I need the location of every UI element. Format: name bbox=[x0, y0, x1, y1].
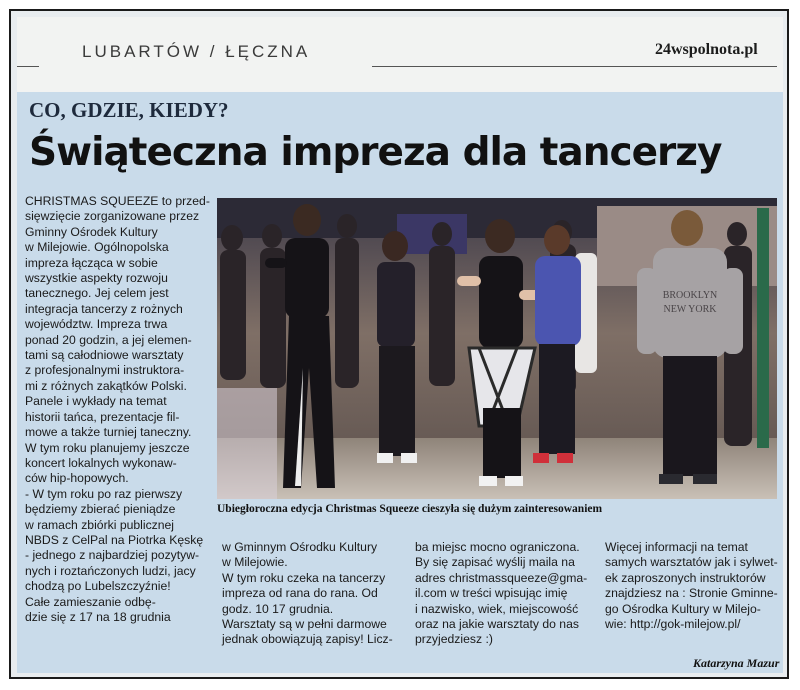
text-line: CHRISTMAS SQUEEZE to przed- bbox=[25, 194, 210, 208]
text-line: integracja tancerzy z rożnych bbox=[25, 301, 183, 316]
text-line: ba miejsc mocno ograniczona. bbox=[415, 540, 580, 554]
text-line: ek zaproszonych instruktorów bbox=[605, 570, 766, 585]
text-line: Warsztaty są w pełni darmowe bbox=[222, 617, 387, 632]
dancers-photo bbox=[217, 198, 777, 499]
text-line: - W tym roku po raz pierwszy bbox=[25, 486, 183, 501]
page-header bbox=[17, 17, 783, 92]
text-line: tanecznego. Jej celem jest bbox=[25, 286, 169, 301]
text-line: Więcej informacji na temat bbox=[605, 540, 748, 554]
text-line: ców hip-hopowych. bbox=[25, 471, 129, 486]
text-line: sięwzięcie zorganizowane przez bbox=[25, 209, 200, 224]
text-line: Panele i wykłady na temat bbox=[25, 394, 167, 409]
article-author: Katarzyna Mazur bbox=[693, 656, 780, 670]
text-line: tami są całodniowe warsztaty bbox=[25, 348, 184, 363]
text-line: będziemy zbierać pieniądze bbox=[25, 502, 176, 517]
text-line: W tym roku czeka na tancerzy bbox=[222, 570, 386, 585]
photo-caption: Ubiegłoroczna edycja Christmas Squeeze cieszyła się dużym zainteresowaniem bbox=[217, 503, 603, 515]
article-column-3 bbox=[415, 540, 595, 648]
section-label: LUBARTÓW / ŁĘCZNA bbox=[82, 42, 311, 61]
site-name: 24wspolnota.pl bbox=[655, 41, 758, 58]
text-line: przyjedziesz :) bbox=[415, 632, 493, 647]
article-column-2 bbox=[222, 540, 402, 648]
text-line: mi z różnych zakątków Polski. bbox=[25, 378, 187, 393]
text-line: NBDS z CelPal na Piotrka Kęskę bbox=[25, 532, 204, 547]
text-line: impreza łącząca w sobie bbox=[25, 255, 158, 270]
text-line: go Ośrodka Kultury w Milejo- bbox=[605, 601, 761, 616]
text-line: i nazwisko, wiek, miejscowość bbox=[415, 601, 579, 616]
text-line: impreza od rana do rana. Od bbox=[222, 586, 378, 601]
svg-text:NEW YORK: NEW YORK bbox=[663, 304, 717, 315]
text-line: ponad 20 godzin, a jej elemen- bbox=[25, 332, 192, 347]
svg-text:BROOKLYN: BROOKLYN bbox=[662, 290, 718, 301]
text-line: województw. Impreza trwa bbox=[25, 317, 168, 332]
text-line: Całe zamieszanie odbę- bbox=[25, 594, 156, 609]
text-line: nych i roztańczonych ludzi, jacy bbox=[25, 563, 196, 578]
article-column-4 bbox=[605, 540, 780, 632]
text-line: Gminny Ośrodek Kultury bbox=[25, 224, 158, 239]
article-box bbox=[17, 92, 783, 673]
newspaper-page bbox=[17, 17, 783, 673]
text-line: chodzą po Lubelszczyźnie! bbox=[25, 579, 171, 594]
text-line: By się zapisać wyślij maila na bbox=[415, 555, 575, 570]
article-photo bbox=[217, 198, 777, 499]
text-line: jednak obowiązują zapisy! Licz- bbox=[222, 632, 393, 647]
text-line: z profesjonalnymi instruktora- bbox=[25, 363, 185, 378]
text-line: wie: http://gok-milejow.pl/ bbox=[605, 617, 741, 632]
text-line: dzie się z 17 na 18 grudnia bbox=[25, 609, 171, 624]
text-line: w Milejowie. bbox=[222, 555, 288, 570]
article-kicker: CO, GDZIE, KIEDY? bbox=[29, 98, 229, 122]
text-line: koncert lokalnych wykonaw- bbox=[25, 455, 177, 470]
text-line: w Milejowie. Ogólnopolska bbox=[25, 240, 169, 255]
text-line: historii tańca, prezentacje fil- bbox=[25, 409, 180, 424]
text-line: mowe a także turniej taneczny. bbox=[25, 425, 192, 440]
article-headline: Świąteczna impreza dla tancerzy bbox=[29, 130, 722, 175]
text-line: - jednego z najbardziej pozytyw- bbox=[25, 548, 200, 563]
header-rule bbox=[372, 66, 777, 67]
text-line: oraz na jakie warsztaty do nas bbox=[415, 617, 579, 632]
text-line: il.com w treści wpisując imię bbox=[415, 586, 568, 601]
article-column-1 bbox=[25, 194, 215, 625]
text-line: w Gminnym Ośrodku Kultury bbox=[222, 540, 378, 554]
text-line: w ramach zbiórki publicznej bbox=[25, 517, 175, 532]
header-rule-left bbox=[17, 66, 39, 67]
text-line: adres christmassqueeze@gma- bbox=[415, 570, 588, 585]
text-line: samych warsztatów jak i sylwet- bbox=[605, 555, 778, 570]
text-line: wszystkie aspekty rozwoju bbox=[25, 271, 168, 286]
text-line: znajdziesz na : Stronie Gminne- bbox=[605, 586, 778, 601]
text-line: godz. 10 17 grudnia. bbox=[222, 601, 334, 616]
text-line: W tym roku planujemy jeszcze bbox=[25, 440, 190, 455]
